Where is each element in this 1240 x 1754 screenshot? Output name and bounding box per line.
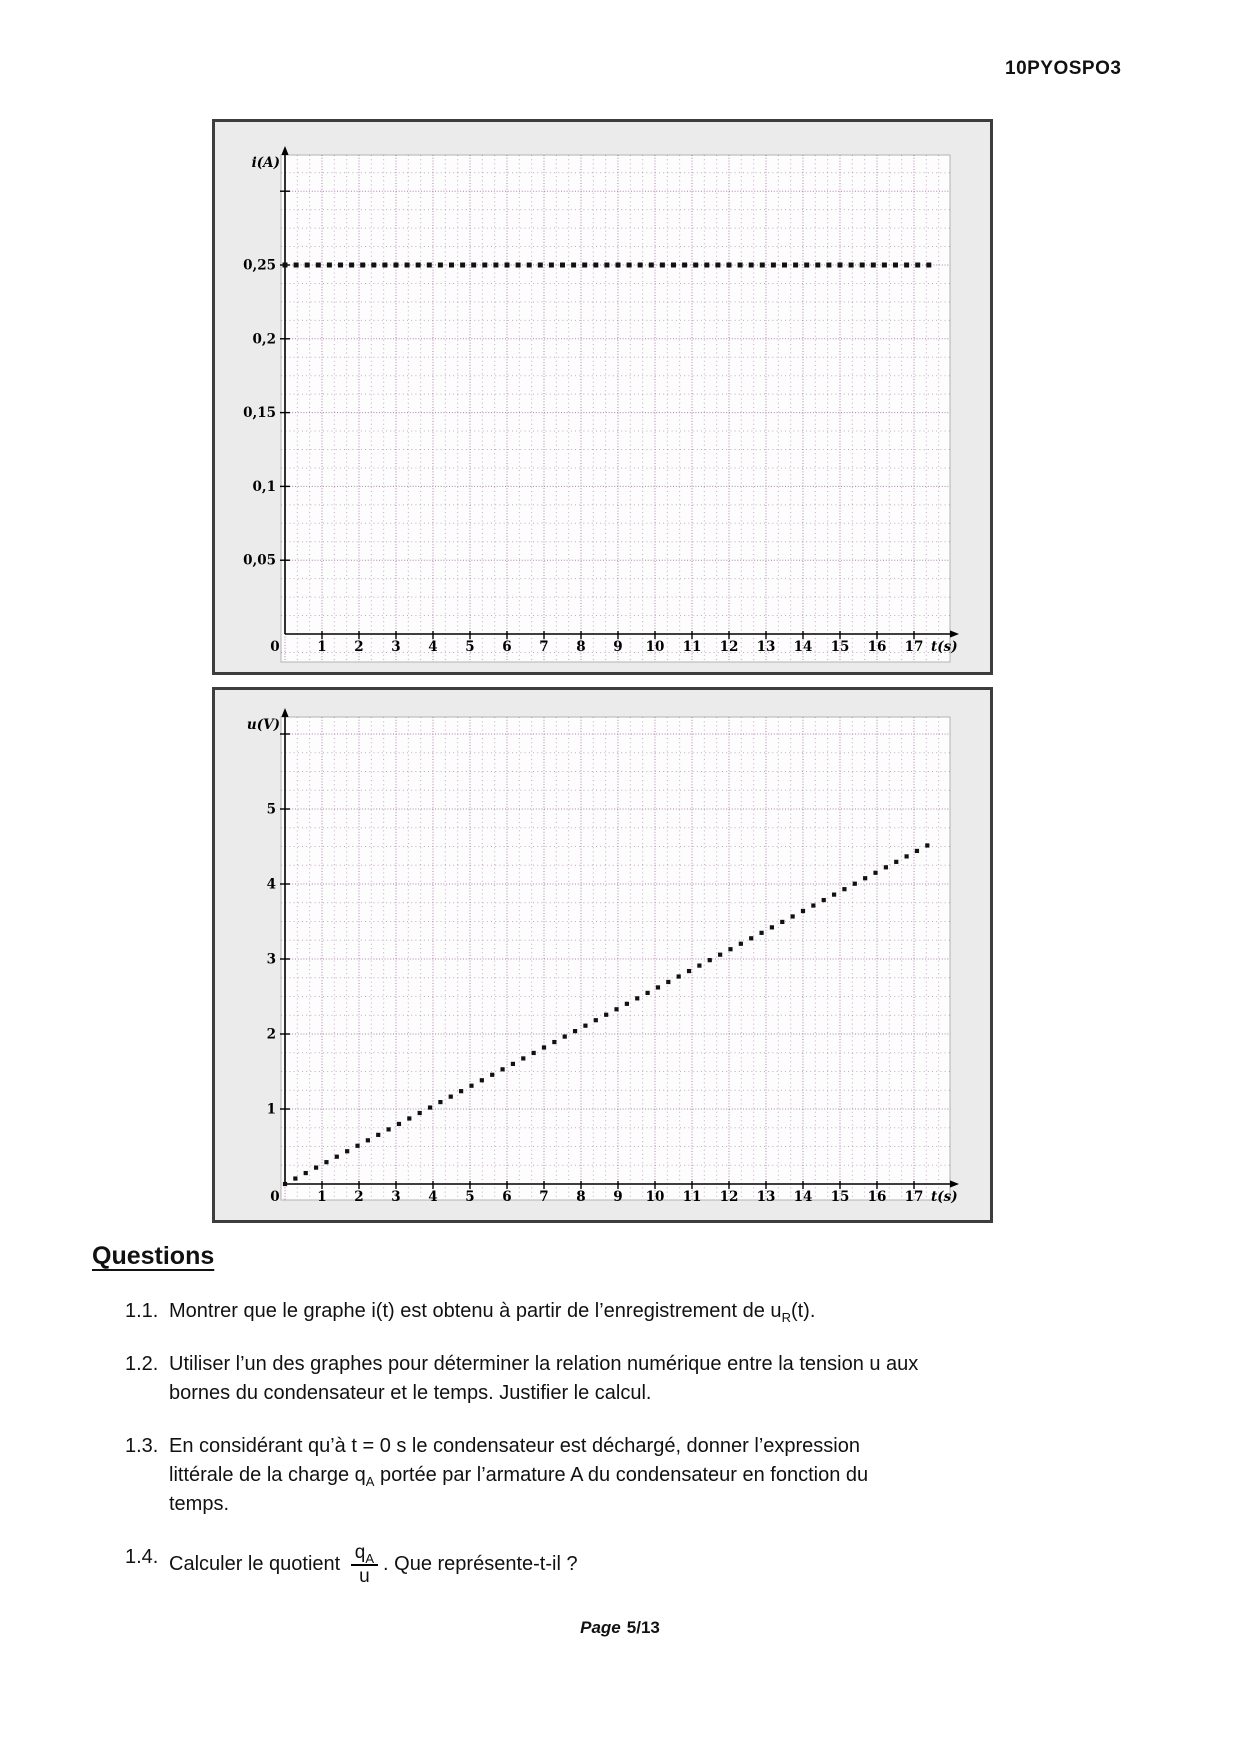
- svg-text:2: 2: [354, 639, 364, 655]
- svg-text:i(A): i(A): [251, 155, 280, 171]
- voltage-chart-svg: [215, 690, 990, 1220]
- svg-text:1: 1: [317, 1189, 327, 1205]
- chart-voltage-vs-time: [212, 687, 993, 1223]
- svg-text:7: 7: [539, 639, 549, 655]
- svg-text:8: 8: [576, 639, 586, 655]
- question-1-3: [125, 1432, 1059, 1519]
- svg-text:4: 4: [266, 876, 276, 893]
- questions-section: [92, 1242, 1092, 1611]
- subscript: R: [781, 1310, 791, 1325]
- page-footer: [0, 1618, 1240, 1638]
- svg-text:12: 12: [719, 639, 739, 655]
- svg-text:5: 5: [465, 1189, 475, 1205]
- svg-text:1: 1: [266, 1101, 276, 1118]
- svg-text:t(s): t(s): [931, 1189, 958, 1205]
- question-number: 1.4.: [125, 1546, 159, 1568]
- svg-text:t(s): t(s): [931, 639, 958, 655]
- svg-text:3: 3: [391, 1189, 401, 1205]
- svg-text:16: 16: [867, 639, 887, 655]
- svg-text:15: 15: [830, 1189, 850, 1205]
- page-footer-label: Page: [580, 1618, 621, 1637]
- svg-text:13: 13: [756, 1189, 776, 1205]
- subscript: A: [365, 1474, 375, 1489]
- questions-heading: Questions: [92, 1242, 215, 1270]
- svg-text:2: 2: [266, 1026, 276, 1043]
- question-number: 1.3.: [125, 1435, 159, 1457]
- svg-text:5: 5: [266, 801, 276, 818]
- svg-text:17: 17: [904, 1189, 924, 1205]
- svg-text:11: 11: [682, 639, 702, 655]
- svg-text:17: 17: [904, 639, 924, 655]
- svg-text:0,05: 0,05: [243, 552, 276, 569]
- svg-text:9: 9: [613, 1189, 623, 1205]
- question-1-4: [125, 1543, 1059, 1587]
- svg-text:7: 7: [539, 1189, 549, 1205]
- question-text: Utiliser l’un des graphes pour déterminer la relation numérique entre la tension u aux bornes du condensateur et le temps. Justifier le calcul.: [169, 1353, 919, 1404]
- svg-text:9: 9: [613, 639, 623, 655]
- svg-text:5: 5: [465, 639, 475, 655]
- svg-text:10: 10: [645, 1189, 665, 1205]
- question-text: En considérant qu’à t = 0 s le condensateur est déchargé, donner l’expression littérale de la charge $q_A$ portée par l’armature A du condensateur en fonction du temps.: [169, 1435, 869, 1515]
- svg-text:8: 8: [576, 1189, 586, 1205]
- question-text: Calculer le quotient $\frac{q_A}{u}$ . Que représente-t-il ?: [169, 1542, 578, 1587]
- svg-text:0,25: 0,25: [243, 257, 276, 274]
- svg-text:11: 11: [682, 1189, 702, 1205]
- svg-text:2: 2: [354, 1189, 364, 1205]
- svg-text:14: 14: [793, 639, 813, 655]
- svg-text:4: 4: [428, 1189, 438, 1205]
- svg-text:15: 15: [830, 639, 850, 655]
- question-1-2: [125, 1350, 1059, 1408]
- svg-text:6: 6: [502, 1189, 512, 1205]
- svg-text:0: 0: [270, 1189, 280, 1205]
- svg-text:14: 14: [793, 1189, 813, 1205]
- question-text: Montrer que le graphe i(t) est obtenu à partir de l’enregistrement de $u_R(t)$.: [169, 1300, 816, 1325]
- svg-text:13: 13: [756, 639, 776, 655]
- svg-text:6: 6: [502, 639, 512, 655]
- page-footer-number: 5/13: [626, 1618, 660, 1637]
- svg-text:1: 1: [317, 639, 327, 655]
- svg-text:12: 12: [719, 1189, 739, 1205]
- svg-text:0: 0: [270, 639, 280, 655]
- svg-text:0,1: 0,1: [252, 478, 276, 495]
- document-reference: 10PYOSPO3: [1005, 58, 1122, 79]
- svg-text:0,15: 0,15: [243, 405, 276, 422]
- chart-current-vs-time: [212, 119, 993, 675]
- svg-text:16: 16: [867, 1189, 887, 1205]
- svg-text:u(V): u(V): [246, 717, 280, 733]
- svg-text:0,2: 0,2: [252, 331, 276, 348]
- svg-text:4: 4: [428, 639, 438, 655]
- question-number: 1.1.: [125, 1300, 159, 1322]
- fraction: $\frac{q_A}{u}$: [351, 1543, 378, 1587]
- current-chart-svg: [215, 122, 990, 672]
- svg-text:3: 3: [391, 639, 401, 655]
- question-number: 1.2.: [125, 1353, 159, 1375]
- svg-text:3: 3: [266, 951, 276, 968]
- question-1-1: [125, 1297, 1059, 1326]
- svg-text:10: 10: [645, 639, 665, 655]
